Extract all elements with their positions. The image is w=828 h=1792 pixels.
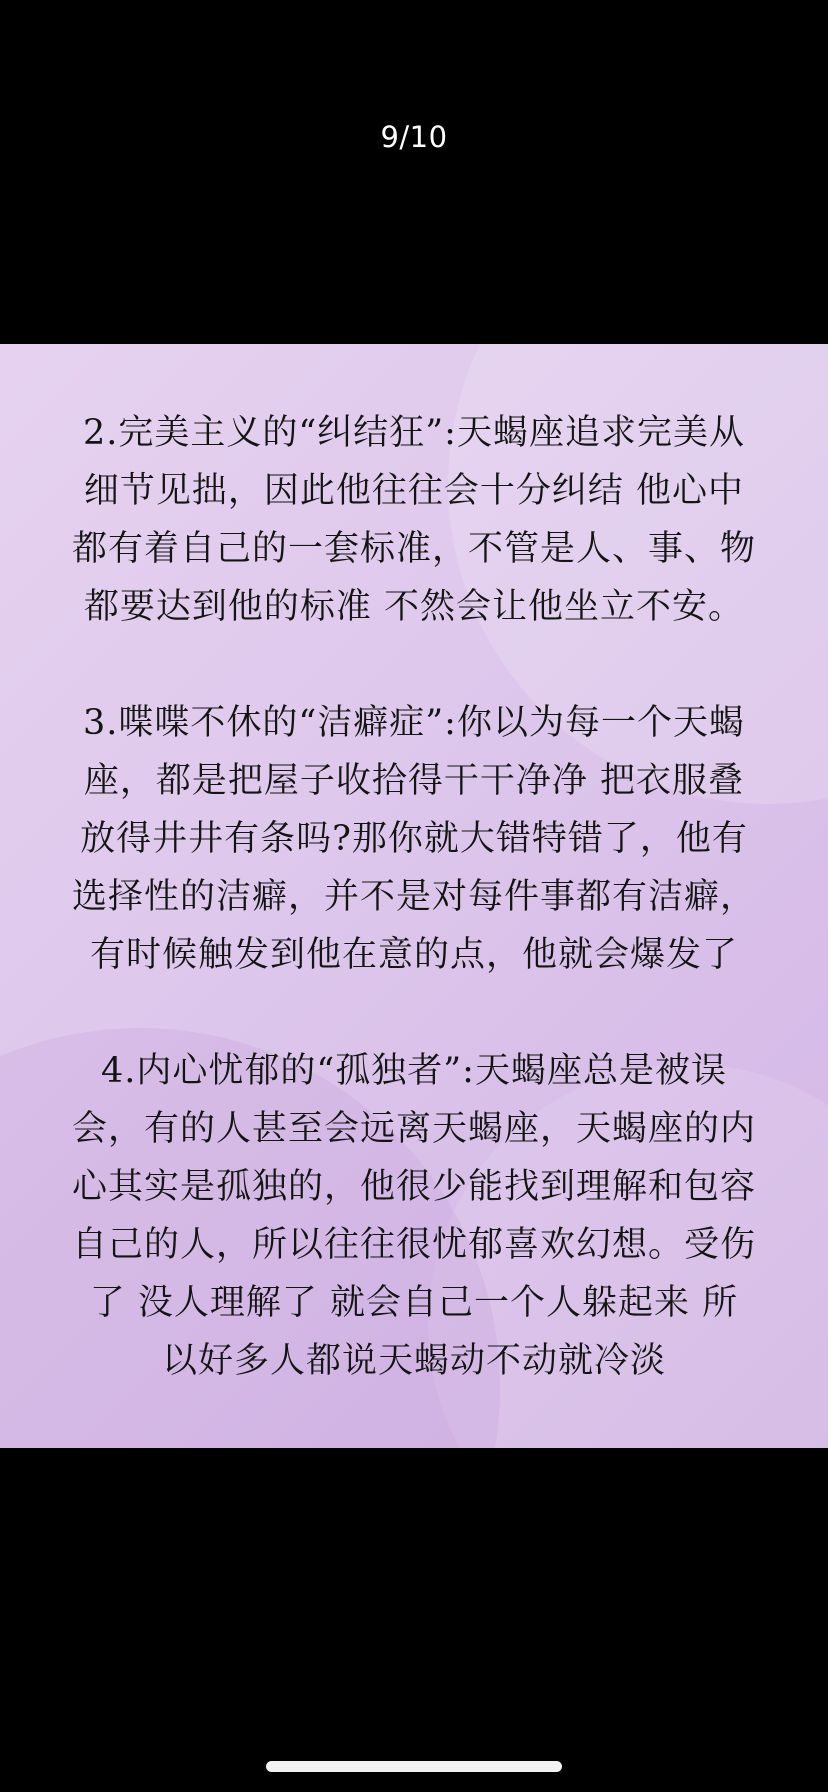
text-line: 座，都是把屋子收拾得干干净净 把衣服叠	[83, 761, 745, 801]
text-line: 以好多人都说天蝎动不动就冷淡	[161, 1341, 666, 1381]
text-line: 放得井井有条吗?那你就大错特错了，他有	[80, 819, 748, 859]
paragraph-perfectionist	[24, 404, 804, 636]
paragraph-loner	[24, 1042, 804, 1390]
text-line: 自己的人，所以往往很忧郁喜欢幻想。受伤	[71, 1225, 756, 1265]
image-content[interactable]	[0, 344, 828, 1448]
article-text	[24, 404, 804, 1448]
text-line: 心其实是孤独的，他很少能找到理解和包容	[71, 1167, 756, 1207]
text-line: 3.喋喋不休的“洁癖症”:你以为每一个天蝎	[83, 703, 745, 743]
text-line: 细节见拙，因此他往往会十分纠结 他心中	[83, 471, 745, 511]
page-counter: 9/10	[380, 120, 448, 154]
text-line: 4.内心忧郁的“孤独者”:天蝎座总是被误	[101, 1051, 727, 1091]
text-line: 选择性的洁癖，并不是对每件事都有洁癖，	[71, 877, 756, 917]
text-line: 有时候触发到他在意的点，他就会爆发了	[89, 935, 738, 975]
text-line: 2.完美主义的“纠结狂”:天蝎座追求完美从	[83, 413, 745, 453]
text-line: 会，有的人甚至会远离天蝎座，天蝎座的内	[71, 1109, 756, 1149]
text-line: 都有着自己的一套标准，不管是人、事、物	[71, 529, 756, 569]
paragraph-cleanliness	[24, 694, 804, 984]
text-line: 了 没人理解了 就会自己一个人躲起来 所	[89, 1283, 739, 1323]
text-line: 都要达到他的标准 不然会让他坐立不安。	[83, 587, 745, 627]
home-indicator[interactable]	[266, 1761, 562, 1772]
